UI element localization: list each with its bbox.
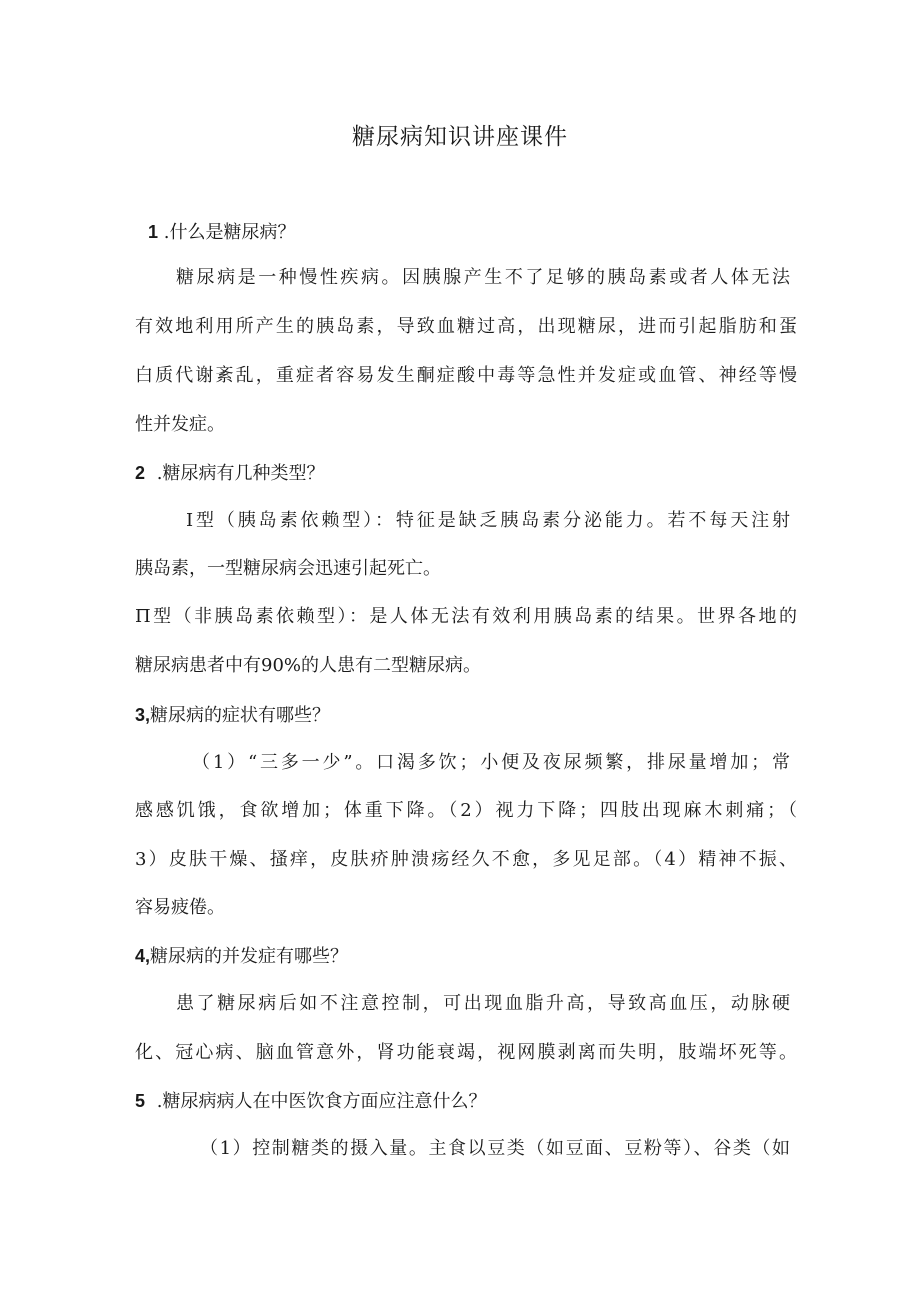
section-1-heading-text: .什么是糖尿病？ [163, 222, 296, 243]
section-3-heading-text: 糖尿病的症状有哪些？ [150, 705, 331, 726]
section-4-heading-text: 糖尿病的并发症有哪些？ [150, 946, 349, 967]
section-1-heading [148, 218, 295, 247]
section-2-line-4: 糖尿病患者中有90%的人患有二型糖尿病。 [135, 655, 482, 676]
section-1-line-3: 白质代谢紊乱，重症者容易发生酮症酸中毒等急性并发症或血管、神经等慢 [135, 365, 797, 386]
section-1-number: 1 [148, 222, 159, 242]
section-5-heading [135, 1087, 486, 1116]
page-title: 糖尿病知识讲座课件 [352, 124, 568, 150]
section-4-number: 4, [135, 946, 151, 966]
section-3-number: 3, [135, 705, 151, 725]
section-2-line-3: Π型（非胰岛素依赖型）：是人体无法有效利用胰岛素的结果。世界各地的 [135, 606, 797, 627]
section-2-heading-text: .糖尿病有几种类型？ [156, 463, 325, 484]
section-2-line-2: 胰岛素，一型糖尿病会迅速引起死亡。 [135, 558, 441, 579]
section-4-line-1: 患了糖尿病后如不注意控制，可出现血脂升高，导致高血压，动脉硬 [176, 993, 790, 1014]
section-5-heading-text: .糖尿病病人在中医饮食方面应注意什么？ [156, 1091, 487, 1112]
section-3-line-3: 3）皮肤干燥、搔痒，皮肤疥肿溃疡经久不愈，多见足部。（4）精神不振、 [135, 849, 797, 870]
section-1-line-4: 性并发症。 [135, 414, 225, 435]
section-3-line-1: （1）“三多一少”。口渴多饮；小便及夜尿频繁，排尿量增加；常 [192, 752, 790, 773]
section-1-line-1: 糖尿病是一种慢性疾病。因胰腺产生不了足够的胰岛素或者人体无法 [176, 267, 790, 288]
section-2-number: 2 [135, 463, 146, 483]
section-3-heading [135, 701, 330, 730]
section-3-line-2: 感感饥饿，食欲增加；体重下降。（2）视力下降；四肢出现麻木刺痛；（ [135, 800, 797, 821]
section-3-line-4: 容易疲倦。 [135, 897, 225, 918]
section-4-line-2: 化、冠心病、脑血管意外，肾功能衰竭，视网膜剥离而失明，肢端坏死等。 [135, 1042, 797, 1063]
section-5-number: 5 [135, 1091, 146, 1111]
section-2-line-1: Ⅰ型（胰岛素依赖型）：特征是缺乏胰岛素分泌能力。若不每天注射 [186, 510, 790, 531]
section-4-heading [135, 942, 348, 971]
section-2-heading [135, 459, 324, 488]
section-5-line-1: （1）控制糖类的摄入量。主食以豆类（如豆面、豆粉等）、谷类（如 [200, 1138, 790, 1159]
section-1-line-2: 有效地利用所产生的胰岛素，导致血糖过高，出现糖尿，进而引起脂肪和蛋 [135, 316, 797, 337]
